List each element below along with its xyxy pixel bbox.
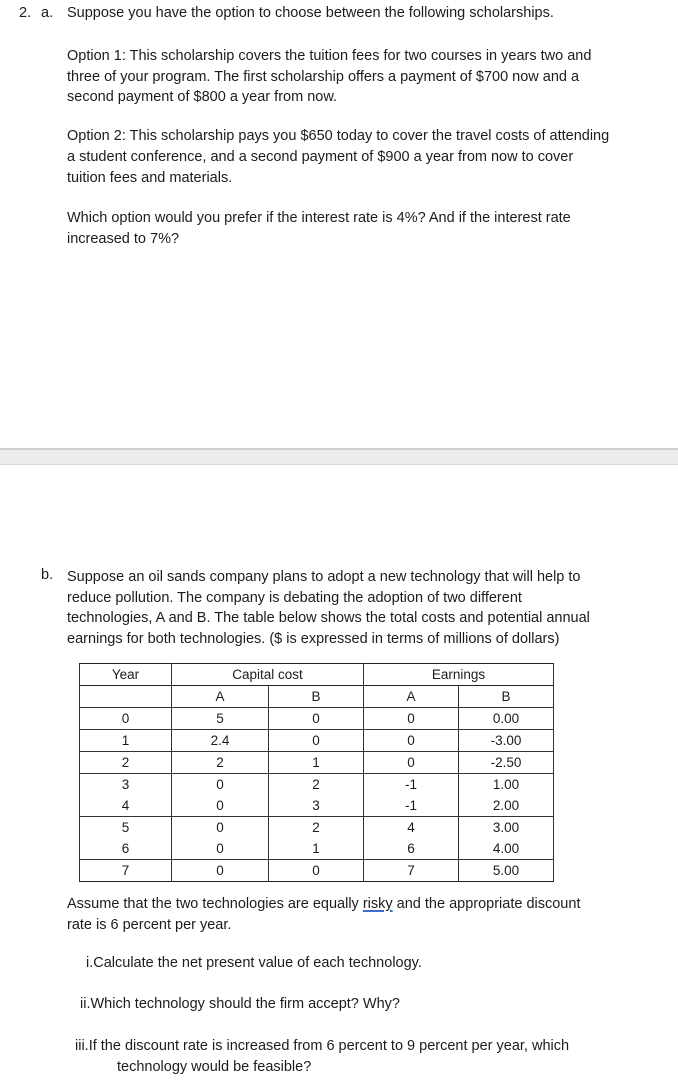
- cell-capital-b: 3: [269, 795, 364, 817]
- cell-year: 3: [80, 774, 172, 796]
- cell-capital-b: 1: [269, 752, 364, 774]
- subquestion-iii: [75, 1036, 569, 1077]
- table-row: [80, 860, 554, 882]
- cell-earnings-b: -2.50: [459, 752, 554, 774]
- cell-earnings-b: 0.00: [459, 708, 554, 730]
- cell-earnings-b: 3.00: [459, 817, 554, 839]
- table-row: [80, 730, 554, 752]
- cell-year: 7: [80, 860, 172, 882]
- subheader-blank: [80, 686, 172, 708]
- table-row: [80, 752, 554, 774]
- assumption-text-before: Assume that the two technologies are equally: [67, 896, 363, 912]
- cell-capital-b: 2: [269, 817, 364, 839]
- section-divider: [0, 448, 678, 465]
- cell-capital-b: 0: [269, 860, 364, 882]
- assumption-line: rate is 6 percent per year.: [67, 916, 232, 933]
- part-b-intro-line: reduce pollution. The company is debating the adoption of two different: [67, 589, 522, 606]
- option-2-line: a student conference, and a second payment of $900 a year from now to cover: [67, 148, 574, 165]
- table-row: [80, 708, 554, 730]
- cell-capital-a: 0: [172, 817, 269, 839]
- cell-earnings-a: 7: [364, 860, 459, 882]
- cell-earnings-a: 4: [364, 817, 459, 839]
- cell-earnings-b: 1.00: [459, 774, 554, 796]
- cell-year: 5: [80, 817, 172, 839]
- part-b-marker: b.: [41, 567, 54, 583]
- table-row: [80, 795, 554, 817]
- cell-earnings-a: -1: [364, 774, 459, 796]
- cell-capital-a: 0: [172, 774, 269, 796]
- option-1-line: second payment of $800 a year from now.: [67, 89, 338, 105]
- cell-capital-a: 0: [172, 860, 269, 882]
- cell-capital-b: 1: [269, 838, 364, 860]
- part-b-intro-line: Suppose an oil sands company plans to adopt a new technology that will help to: [67, 569, 581, 585]
- header-year: Year: [80, 664, 172, 686]
- cell-year: 6: [80, 838, 172, 860]
- assumption-text-after: and the appropriate discount: [392, 896, 581, 912]
- part-b-intro-line: technologies, A and B. The table below shows the total costs and potential annual: [67, 610, 590, 626]
- technology-table: [79, 663, 554, 882]
- table-row: [80, 838, 554, 860]
- cell-capital-a: 0: [172, 795, 269, 817]
- question-number: 2.: [19, 5, 32, 21]
- cell-year: 2: [80, 752, 172, 774]
- cell-earnings-b: -3.00: [459, 730, 554, 752]
- cell-capital-b: 0: [269, 730, 364, 752]
- part-a-marker: a.: [41, 5, 54, 21]
- cell-capital-a: 2: [172, 752, 269, 774]
- cell-capital-a: 5: [172, 708, 269, 730]
- subquestion-i: i.Calculate the net present value of each technology.: [86, 955, 422, 971]
- table-header-row: [80, 664, 554, 686]
- assumption-paragraph: [67, 894, 580, 935]
- subheader-capital-a: A: [172, 686, 269, 708]
- cell-capital-a: 0: [172, 838, 269, 860]
- table-row: [80, 774, 554, 796]
- cell-year: 1: [80, 730, 172, 752]
- part-a-question: [67, 208, 571, 249]
- option-2-line: tuition fees and materials.: [67, 170, 233, 186]
- cell-capital-a: 2.4: [172, 730, 269, 752]
- cell-earnings-b: 2.00: [459, 795, 554, 817]
- table-subheader-row: [80, 686, 554, 708]
- option-1-line: Option 1: This scholarship covers the tuition fees for two courses in years two and: [67, 48, 592, 64]
- table-row: [80, 817, 554, 839]
- header-earnings: Earnings: [364, 664, 554, 686]
- option-2-paragraph: [67, 126, 609, 189]
- part-a-question-line: Which option would you prefer if the interest rate is 4%? And if the interest rate: [67, 210, 571, 226]
- cell-earnings-a: 0: [364, 730, 459, 752]
- cell-earnings-a: 0: [364, 752, 459, 774]
- risky-word: risky: [362, 896, 393, 912]
- cell-earnings-a: 6: [364, 838, 459, 860]
- part-b-intro: [67, 567, 590, 649]
- table-body: [80, 708, 554, 882]
- cell-year: 0: [80, 708, 172, 730]
- option-1-line: three of your program. The first scholarship offers a payment of $700 now and a: [67, 68, 580, 85]
- cell-earnings-b: 5.00: [459, 860, 554, 882]
- part-b-intro-line: earnings for both technologies. ($ is expressed in terms of millions of dollars): [67, 630, 560, 647]
- part-a-question-line: increased to 7%?: [67, 230, 180, 247]
- subquestion-iii-line: technology would be feasible?: [117, 1058, 312, 1075]
- cell-capital-b: 2: [269, 774, 364, 796]
- subquestion-ii: ii.Which technology should the firm accept? Why?: [80, 996, 400, 1012]
- assumption-line: [67, 894, 580, 915]
- option-2-line: Option 2: This scholarship pays you $650 today to cover the travel costs of attending: [67, 128, 610, 144]
- cell-earnings-a: -1: [364, 795, 459, 817]
- part-a-intro: Suppose you have the option to choose between the following scholarships.: [67, 5, 554, 21]
- option-1-paragraph: [67, 46, 591, 108]
- header-capital-cost: Capital cost: [172, 664, 364, 686]
- subheader-earnings-b: B: [459, 686, 554, 708]
- subheader-earnings-a: A: [364, 686, 459, 708]
- cell-year: 4: [80, 795, 172, 817]
- cell-earnings-a: 0: [364, 708, 459, 730]
- cell-capital-b: 0: [269, 708, 364, 730]
- subquestion-iii-line: iii.If the discount rate is increased from 6 percent to 9 percent per year, which: [75, 1038, 570, 1054]
- subheader-capital-b: B: [269, 686, 364, 708]
- cell-earnings-b: 4.00: [459, 838, 554, 860]
